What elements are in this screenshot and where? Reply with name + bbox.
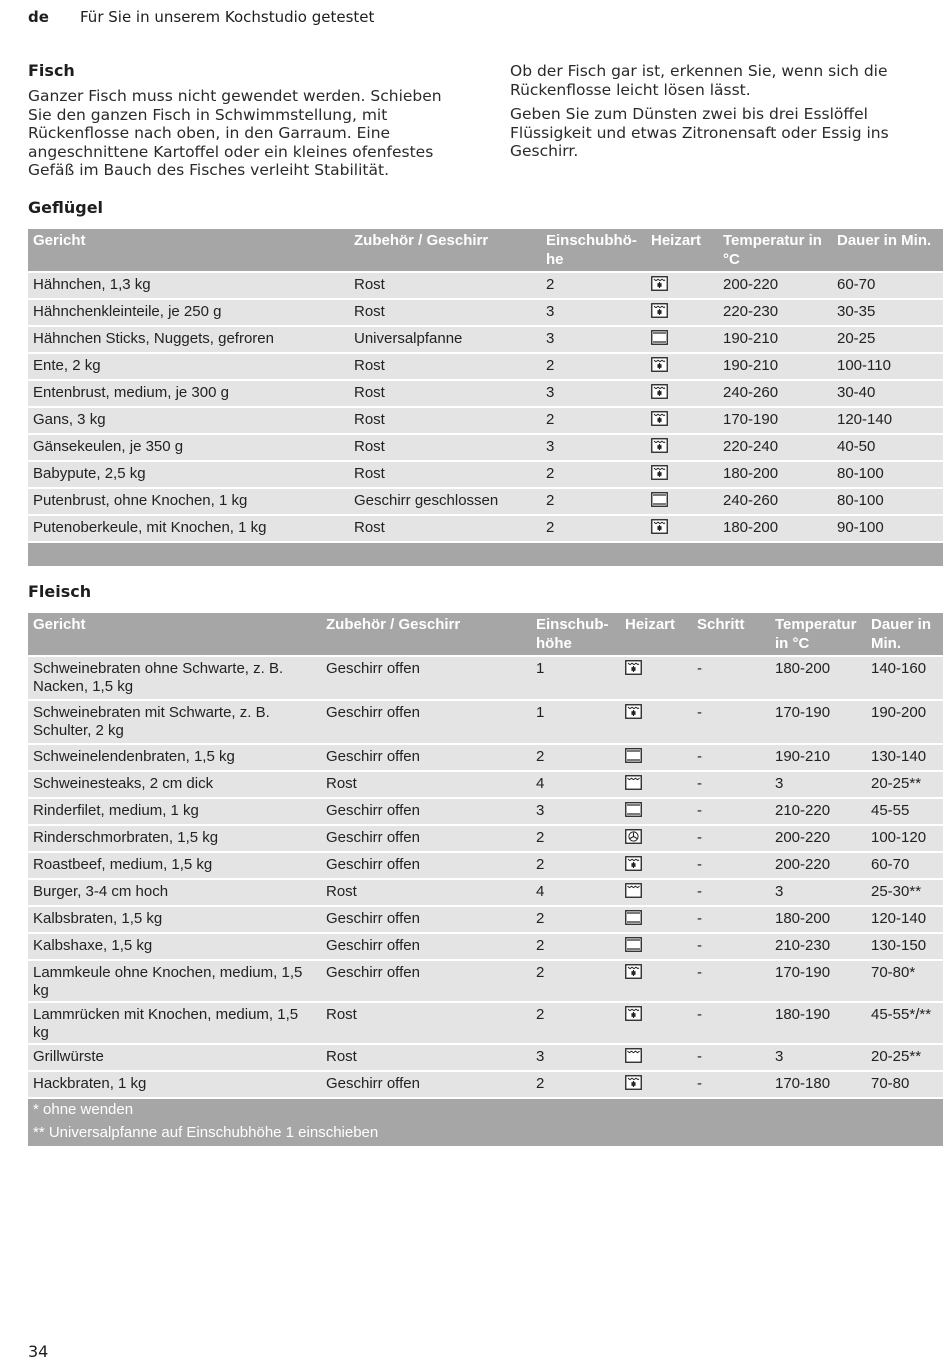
- temperatur-cell: 200-220: [770, 825, 866, 852]
- page-number: 34: [28, 1342, 49, 1361]
- heizart-cell: [620, 933, 692, 960]
- temperatur-cell: 190-210: [718, 326, 832, 353]
- footnote-text: * ohne wenden: [28, 1098, 943, 1122]
- zubehoer-cell: Rost: [349, 434, 541, 461]
- zubehoer-cell: Geschirr geschlossen: [349, 488, 541, 515]
- table-row: [28, 771, 943, 798]
- dauer-cell: 45-55: [866, 798, 943, 825]
- heizart-cell: [620, 1071, 692, 1098]
- gericht-cell: Hähnchenkleinteile, je 250 g: [28, 299, 349, 326]
- einschubhoehe-cell: 1: [531, 656, 620, 700]
- col-schritt: Schritt: [692, 613, 770, 656]
- gefluegel-table: [28, 229, 943, 566]
- col-dauer: Dauer in Min.: [866, 613, 943, 656]
- temperatur-cell: 200-220: [770, 852, 866, 879]
- temperatur-cell: 3: [770, 879, 866, 906]
- gericht-cell: Babypute, 2,5 kg: [28, 461, 349, 488]
- temperatur-cell: 220-230: [718, 299, 832, 326]
- temperatur-cell: 170-180: [770, 1071, 866, 1098]
- dauer-cell: 60-70: [866, 852, 943, 879]
- gericht-cell: Hähnchen Sticks, Nuggets, gefroren: [28, 326, 349, 353]
- fleisch-table: [28, 613, 943, 1146]
- table-row: [28, 299, 943, 326]
- col-einschubhoehe: Einschub-höhe: [531, 613, 620, 656]
- temperatur-cell: 180-200: [718, 515, 832, 542]
- temperatur-cell: 240-260: [718, 380, 832, 407]
- heissluft-grill-icon: [651, 357, 668, 372]
- zubehoer-cell: Rost: [349, 380, 541, 407]
- heizart-cell: [646, 353, 718, 380]
- dauer-cell: 20-25: [832, 326, 943, 353]
- footnote-text: ** Universalpfanne auf Einschubhöhe 1 einschieben: [28, 1122, 943, 1146]
- heizart-cell: [620, 825, 692, 852]
- table-row: [28, 656, 943, 700]
- ober-unterhitze-icon: [651, 492, 668, 507]
- schritt-cell: -: [692, 825, 770, 852]
- gericht-cell: Gänsekeulen, je 350 g: [28, 434, 349, 461]
- table-footer-bar: [28, 542, 943, 566]
- col-zubehoer: Zubehör / Geschirr: [349, 229, 541, 272]
- gericht-cell: Gans, 3 kg: [28, 407, 349, 434]
- temperatur-cell: 170-190: [770, 700, 866, 744]
- temperatur-cell: 170-190: [718, 407, 832, 434]
- gericht-cell: Schweinesteaks, 2 cm dick: [28, 771, 321, 798]
- zubehoer-cell: Universalpfanne: [349, 326, 541, 353]
- dauer-cell: 130-150: [866, 933, 943, 960]
- zubehoer-cell: Geschirr offen: [321, 656, 531, 700]
- page-header: [28, 8, 374, 26]
- zubehoer-cell: Geschirr offen: [321, 852, 531, 879]
- table-row: [28, 353, 943, 380]
- heissluft-grill-icon: [625, 1006, 642, 1021]
- zubehoer-cell: Rost: [321, 1002, 531, 1044]
- temperatur-cell: 210-220: [770, 798, 866, 825]
- einschubhoehe-cell: 2: [531, 1002, 620, 1044]
- einschubhoehe-cell: 2: [531, 825, 620, 852]
- gericht-cell: Kalbshaxe, 1,5 kg: [28, 933, 321, 960]
- einschubhoehe-cell: 3: [541, 434, 646, 461]
- col-temperatur: Temperatur in °C: [718, 229, 832, 272]
- heizart-cell: [646, 515, 718, 542]
- dauer-cell: 40-50: [832, 434, 943, 461]
- col-temperatur: Temperatur in °C: [770, 613, 866, 656]
- heizart-cell: [620, 744, 692, 771]
- heissluft-grill-icon: [625, 1075, 642, 1090]
- einschubhoehe-cell: 2: [541, 272, 646, 299]
- einschubhoehe-cell: 2: [541, 488, 646, 515]
- temperatur-cell: 3: [770, 1044, 866, 1071]
- gericht-cell: Putenoberkeule, mit Knochen, 1 kg: [28, 515, 349, 542]
- heizart-cell: [646, 488, 718, 515]
- table-row: [28, 798, 943, 825]
- gericht-cell: Putenbrust, ohne Knochen, 1 kg: [28, 488, 349, 515]
- heizart-cell: [646, 434, 718, 461]
- temperatur-cell: 180-200: [770, 656, 866, 700]
- heizart-cell: [646, 326, 718, 353]
- dauer-cell: 140-160: [866, 656, 943, 700]
- heizart-cell: [620, 879, 692, 906]
- schritt-cell: -: [692, 852, 770, 879]
- gericht-cell: Roastbeef, medium, 1,5 kg: [28, 852, 321, 879]
- schritt-cell: -: [692, 1044, 770, 1071]
- heissluft-grill-icon: [625, 964, 642, 979]
- gericht-cell: Hähnchen, 1,3 kg: [28, 272, 349, 299]
- table-row: [28, 825, 943, 852]
- heissluft-grill-icon: [651, 276, 668, 291]
- gericht-cell: Lammkeule ohne Knochen, medium, 1,5 kg: [28, 960, 321, 1002]
- schritt-cell: -: [692, 656, 770, 700]
- col-gericht: Gericht: [28, 613, 321, 656]
- fisch-heading: Fisch: [28, 61, 75, 80]
- gericht-cell: Lammrücken mit Knochen, medium, 1,5 kg: [28, 1002, 321, 1044]
- heizart-cell: [620, 1002, 692, 1044]
- zubehoer-cell: Geschirr offen: [321, 960, 531, 1002]
- heissluft-grill-icon: [651, 465, 668, 480]
- temperatur-cell: 3: [770, 771, 866, 798]
- gericht-cell: Entenbrust, medium, je 300 g: [28, 380, 349, 407]
- ober-unterhitze-icon: [625, 748, 642, 763]
- einschubhoehe-cell: 4: [531, 771, 620, 798]
- einschubhoehe-cell: 2: [531, 744, 620, 771]
- dauer-cell: 60-70: [832, 272, 943, 299]
- dauer-cell: 80-100: [832, 461, 943, 488]
- fisch-right-text: [510, 62, 930, 167]
- schritt-cell: -: [692, 933, 770, 960]
- heizart-cell: [620, 798, 692, 825]
- dauer-cell: 190-200: [866, 700, 943, 744]
- grill-icon: [625, 1048, 642, 1063]
- fisch-paragraph-steaming: Geben Sie zum Dünsten zwei bis drei Esslöffel Flüssigkeit und etwas Zitronensaft oder Essig ins Geschirr.: [510, 105, 889, 160]
- zubehoer-cell: Rost: [321, 1044, 531, 1071]
- temperatur-cell: 210-230: [770, 933, 866, 960]
- einschubhoehe-cell: 2: [531, 852, 620, 879]
- fisch-left-text: [28, 87, 468, 186]
- table-row: [28, 879, 943, 906]
- zubehoer-cell: Rost: [349, 299, 541, 326]
- zubehoer-cell: Rost: [321, 879, 531, 906]
- schritt-cell: -: [692, 1071, 770, 1098]
- heizart-cell: [620, 700, 692, 744]
- einschubhoehe-cell: 2: [531, 906, 620, 933]
- zubehoer-cell: Geschirr offen: [321, 825, 531, 852]
- gefluegel-heading: Geflügel: [28, 198, 104, 217]
- table-footer-cell: [28, 542, 943, 566]
- einschubhoehe-cell: 4: [531, 879, 620, 906]
- gericht-cell: Rinderschmorbraten, 1,5 kg: [28, 825, 321, 852]
- table-row: [28, 326, 943, 353]
- gericht-cell: Hackbraten, 1 kg: [28, 1071, 321, 1098]
- ober-unterhitze-icon: [625, 802, 642, 817]
- zubehoer-cell: Rost: [349, 461, 541, 488]
- schritt-cell: -: [692, 906, 770, 933]
- heissluft-icon: [625, 829, 642, 844]
- fleisch-heading: Fleisch: [28, 582, 92, 601]
- heizart-cell: [620, 1044, 692, 1071]
- gericht-cell: Schweinelendenbraten, 1,5 kg: [28, 744, 321, 771]
- gericht-cell: Grillwürste: [28, 1044, 321, 1071]
- table-row: [28, 515, 943, 542]
- table-row: [28, 744, 943, 771]
- heissluft-grill-icon: [651, 438, 668, 453]
- temperatur-cell: 180-190: [770, 1002, 866, 1044]
- ober-unterhitze-icon: [651, 330, 668, 345]
- dauer-cell: 25-30**: [866, 879, 943, 906]
- col-dauer: Dauer in Min.: [832, 229, 943, 272]
- heizart-cell: [646, 461, 718, 488]
- table-row: [28, 488, 943, 515]
- dauer-cell: 45-55*/**: [866, 1002, 943, 1044]
- heissluft-grill-icon: [625, 856, 642, 871]
- footnote-row: [28, 1098, 943, 1122]
- col-heizart: Heizart: [620, 613, 692, 656]
- ober-unterhitze-icon: [625, 910, 642, 925]
- gericht-cell: Schweinebraten ohne Schwarte, z. B. Nacken, 1,5 kg: [28, 656, 321, 700]
- table-row: [28, 700, 943, 744]
- heizart-cell: [620, 960, 692, 1002]
- col-gericht: Gericht: [28, 229, 349, 272]
- schritt-cell: -: [692, 1002, 770, 1044]
- col-heizart: Heizart: [646, 229, 718, 272]
- table-row: [28, 1071, 943, 1098]
- zubehoer-cell: Rost: [321, 771, 531, 798]
- table-row: [28, 933, 943, 960]
- temperatur-cell: 190-210: [718, 353, 832, 380]
- einschubhoehe-cell: 2: [531, 960, 620, 1002]
- heissluft-grill-icon: [625, 660, 642, 675]
- schritt-cell: -: [692, 798, 770, 825]
- einschubhoehe-cell: 3: [541, 326, 646, 353]
- dauer-cell: 30-35: [832, 299, 943, 326]
- grill-icon: [625, 883, 642, 898]
- zubehoer-cell: Rost: [349, 515, 541, 542]
- einschubhoehe-cell: 2: [541, 461, 646, 488]
- schritt-cell: -: [692, 960, 770, 1002]
- zubehoer-cell: Geschirr offen: [321, 933, 531, 960]
- temperatur-cell: 180-200: [770, 906, 866, 933]
- temperatur-cell: 240-260: [718, 488, 832, 515]
- zubehoer-cell: Rost: [349, 272, 541, 299]
- heizart-cell: [646, 380, 718, 407]
- zubehoer-cell: Rost: [349, 353, 541, 380]
- language-tag: de: [28, 8, 49, 26]
- fisch-paragraph: Ganzer Fisch muss nicht gewendet werden. Schieben Sie den ganzen Fisch in Schwimmstellung, mit Rückenflosse nach oben, in den Garraum. Eine angeschnittene Kartoffel oder ein kleines ofenfestes Gefäß im Bauch des Fisches verleiht Stabilität.: [28, 87, 442, 179]
- table-row: [28, 1002, 943, 1044]
- temperatur-cell: 170-190: [770, 960, 866, 1002]
- ober-unterhitze-icon: [625, 937, 642, 952]
- einschubhoehe-cell: 1: [531, 700, 620, 744]
- heissluft-grill-icon: [651, 411, 668, 426]
- dauer-cell: 120-140: [866, 906, 943, 933]
- table-row: [28, 852, 943, 879]
- zubehoer-cell: Geschirr offen: [321, 906, 531, 933]
- heizart-cell: [620, 906, 692, 933]
- dauer-cell: 70-80: [866, 1071, 943, 1098]
- table-row: [28, 906, 943, 933]
- dauer-cell: 90-100: [832, 515, 943, 542]
- dauer-cell: 80-100: [832, 488, 943, 515]
- table-row: [28, 434, 943, 461]
- col-einschubhoehe: Einschubhö-he: [541, 229, 646, 272]
- gericht-cell: Ente, 2 kg: [28, 353, 349, 380]
- dauer-cell: 30-40: [832, 380, 943, 407]
- heissluft-grill-icon: [625, 704, 642, 719]
- einschubhoehe-cell: 3: [531, 798, 620, 825]
- footnote-row: [28, 1122, 943, 1146]
- col-zubehoer: Zubehör / Geschirr: [321, 613, 531, 656]
- einschubhoehe-cell: 2: [531, 1071, 620, 1098]
- heizart-cell: [620, 771, 692, 798]
- table-row: [28, 407, 943, 434]
- gericht-cell: Kalbsbraten, 1,5 kg: [28, 906, 321, 933]
- zubehoer-cell: Geschirr offen: [321, 798, 531, 825]
- fisch-paragraph-doneness: Ob der Fisch gar ist, erkennen Sie, wenn sich die Rückenflosse leicht lösen lässt.: [510, 62, 888, 99]
- heissluft-grill-icon: [651, 384, 668, 399]
- gericht-cell: Schweinebraten mit Schwarte, z. B. Schulter, 2 kg: [28, 700, 321, 744]
- table-header-row: [28, 229, 943, 272]
- temperatur-cell: 220-240: [718, 434, 832, 461]
- header-title: Für Sie in unserem Kochstudio getestet: [80, 8, 375, 26]
- gericht-cell: Rinderfilet, medium, 1 kg: [28, 798, 321, 825]
- dauer-cell: 100-120: [866, 825, 943, 852]
- dauer-cell: 70-80*: [866, 960, 943, 1002]
- einschubhoehe-cell: 3: [531, 1044, 620, 1071]
- table-row: [28, 272, 943, 299]
- dauer-cell: 20-25**: [866, 771, 943, 798]
- heizart-cell: [620, 656, 692, 700]
- zubehoer-cell: Geschirr offen: [321, 744, 531, 771]
- gericht-cell: Burger, 3-4 cm hoch: [28, 879, 321, 906]
- zubehoer-cell: Rost: [349, 407, 541, 434]
- table-row: [28, 1044, 943, 1071]
- grill-icon: [625, 775, 642, 790]
- table-row: [28, 960, 943, 1002]
- heizart-cell: [620, 852, 692, 879]
- table-row: [28, 380, 943, 407]
- heissluft-grill-icon: [651, 303, 668, 318]
- table-header-row: [28, 613, 943, 656]
- zubehoer-cell: Geschirr offen: [321, 700, 531, 744]
- temperatur-cell: 180-200: [718, 461, 832, 488]
- heizart-cell: [646, 407, 718, 434]
- schritt-cell: -: [692, 879, 770, 906]
- einschubhoehe-cell: 2: [531, 933, 620, 960]
- schritt-cell: -: [692, 700, 770, 744]
- temperatur-cell: 190-210: [770, 744, 866, 771]
- dauer-cell: 130-140: [866, 744, 943, 771]
- heizart-cell: [646, 272, 718, 299]
- dauer-cell: 120-140: [832, 407, 943, 434]
- heizart-cell: [646, 299, 718, 326]
- einschubhoehe-cell: 3: [541, 299, 646, 326]
- schritt-cell: -: [692, 744, 770, 771]
- einschubhoehe-cell: 2: [541, 515, 646, 542]
- heissluft-grill-icon: [651, 519, 668, 534]
- table-row: [28, 461, 943, 488]
- einschubhoehe-cell: 2: [541, 353, 646, 380]
- dauer-cell: 100-110: [832, 353, 943, 380]
- zubehoer-cell: Geschirr offen: [321, 1071, 531, 1098]
- dauer-cell: 20-25**: [866, 1044, 943, 1071]
- einschubhoehe-cell: 3: [541, 380, 646, 407]
- temperatur-cell: 200-220: [718, 272, 832, 299]
- einschubhoehe-cell: 2: [541, 407, 646, 434]
- schritt-cell: -: [692, 771, 770, 798]
